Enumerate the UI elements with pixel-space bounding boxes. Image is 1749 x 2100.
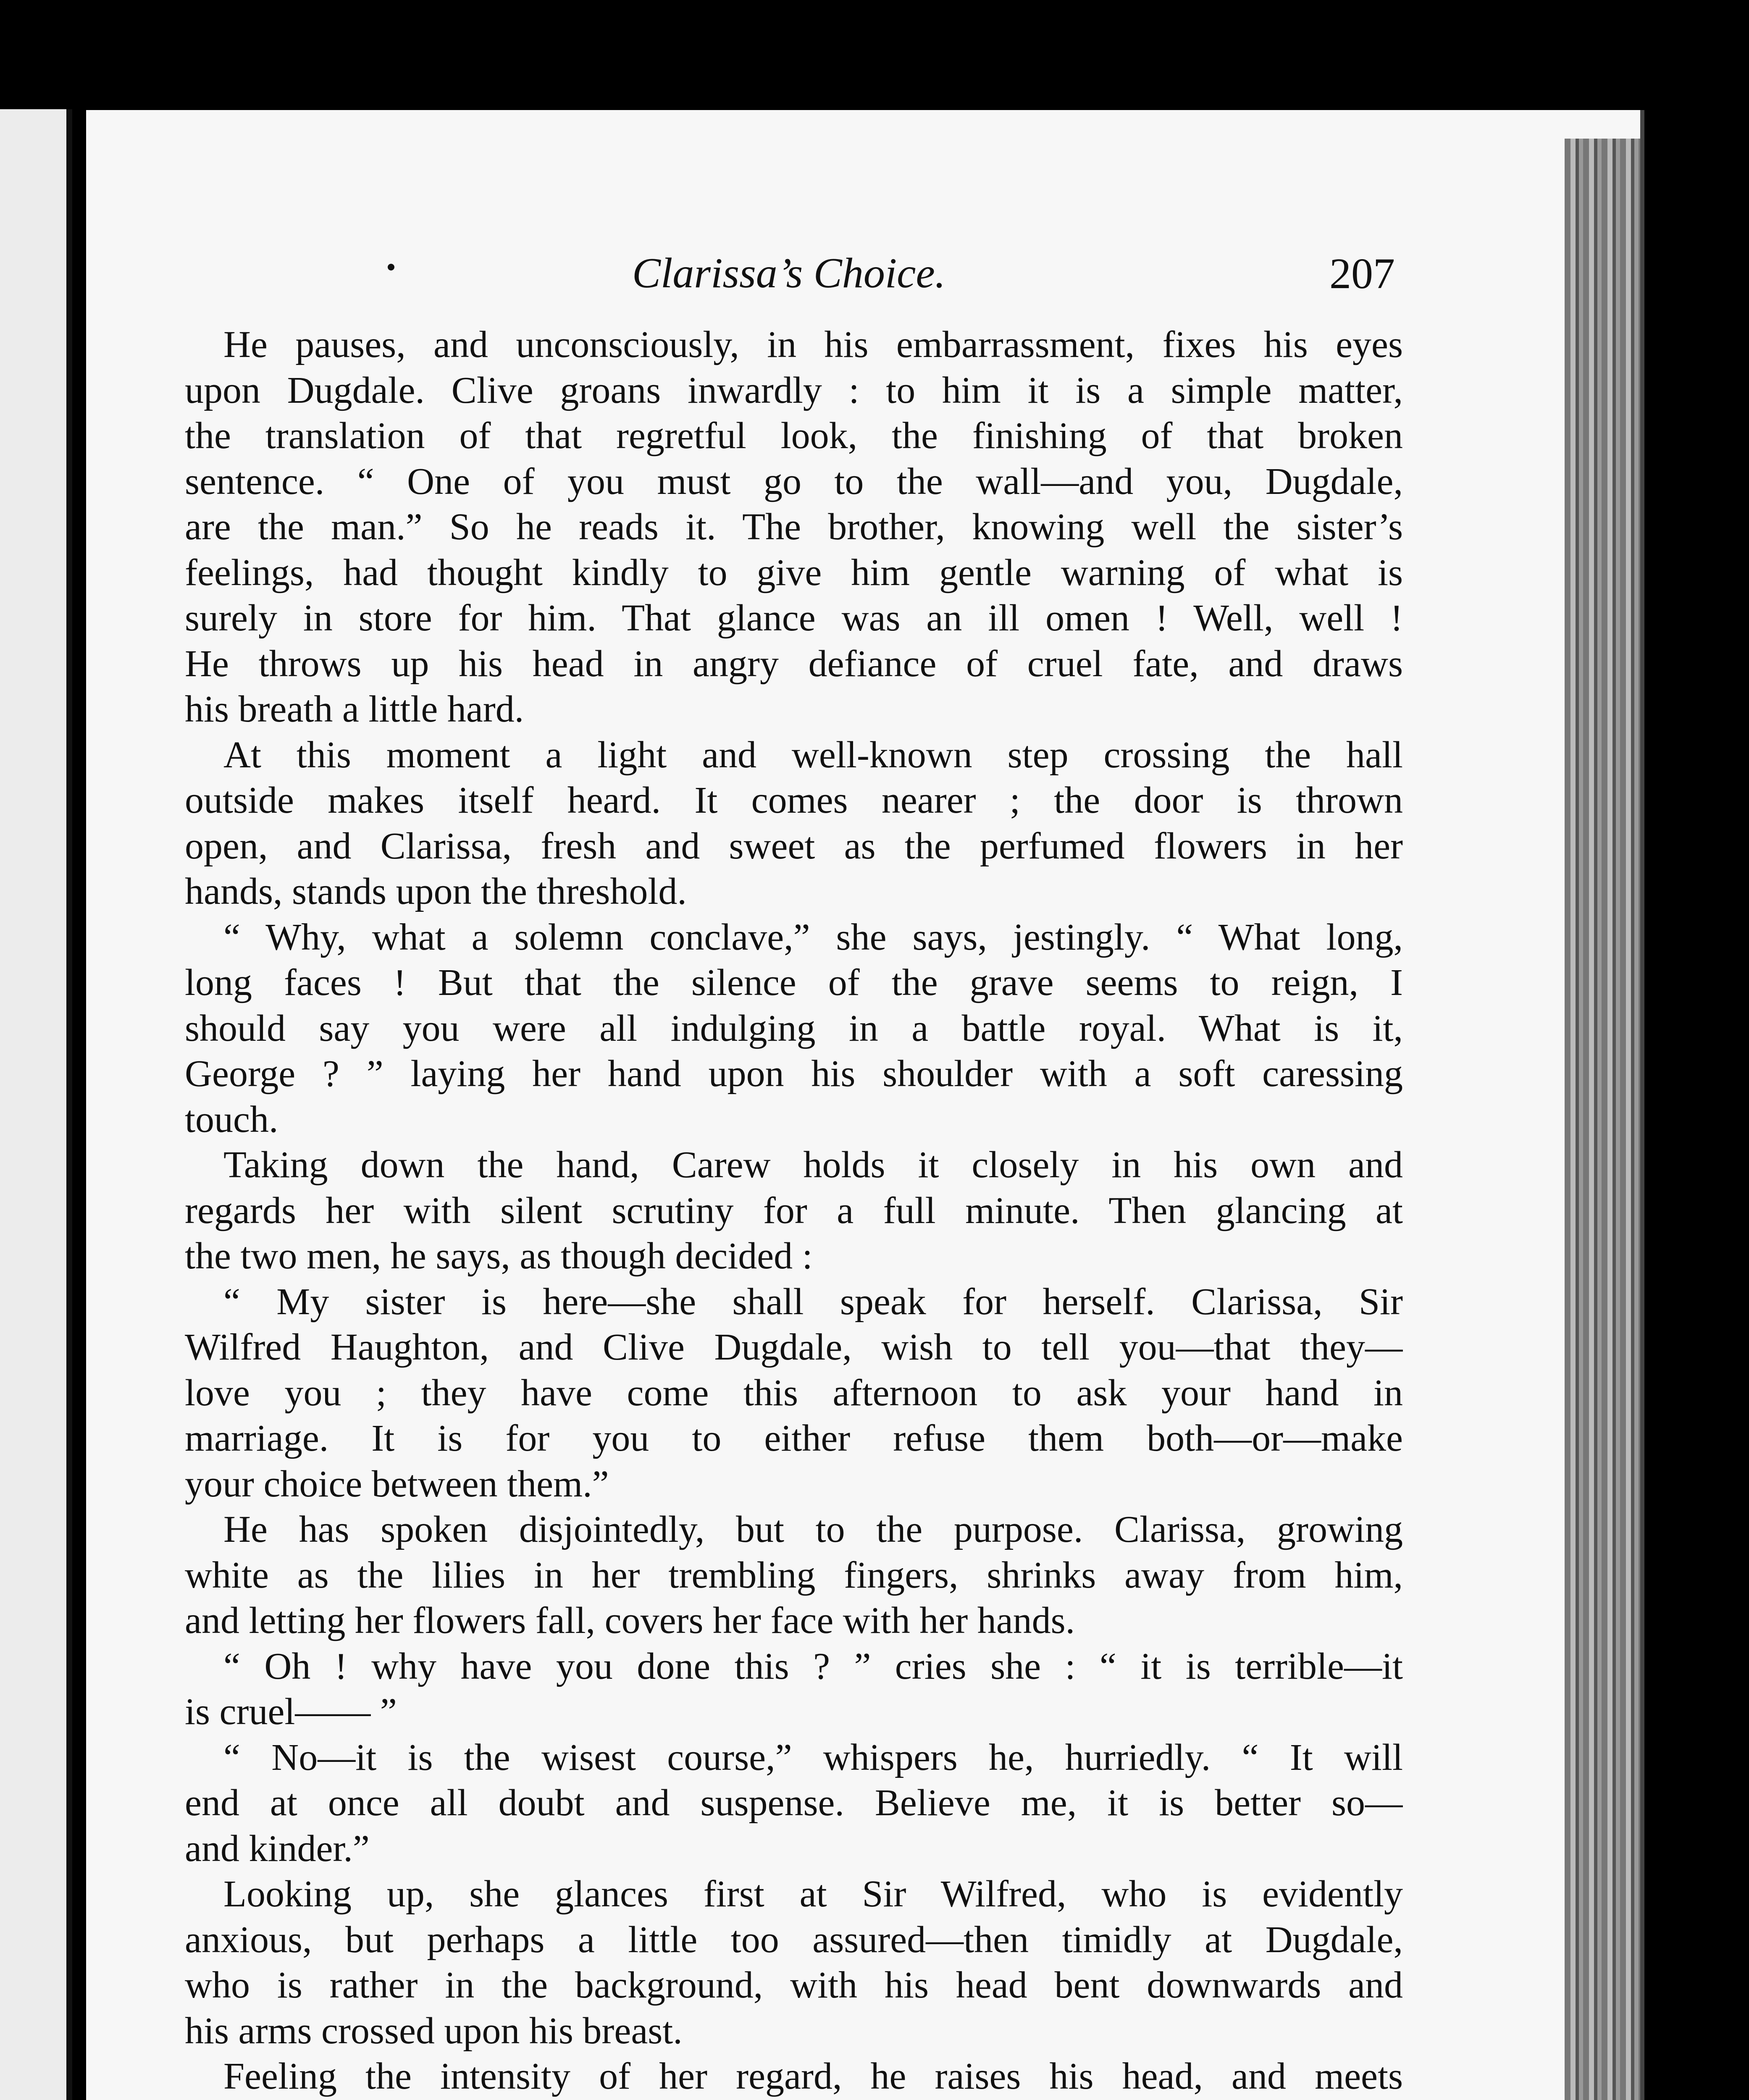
text-line: white as the lilies in her trembling fingers, shrinks away from him,	[185, 1554, 1403, 1596]
page-stack-edge	[1565, 139, 1640, 2100]
text-line: At this moment a light and well-known step crossing the hall	[223, 734, 1403, 776]
text-line: outside makes itself heard. It comes nearer ; the door is thrown	[185, 780, 1403, 821]
text-line: the translation of that regretful look, the finishing of that broken	[185, 415, 1403, 457]
page-number: 207	[1329, 249, 1395, 298]
book-page	[86, 110, 1644, 2100]
text-line: marriage. It is for you to either refuse them both—or—make	[185, 1418, 1403, 1459]
printer-dot	[388, 264, 394, 270]
text-line: his arms crossed upon his breast.	[185, 2010, 683, 2052]
text-line: He has spoken disjointedly, but to the purpose. Clarissa, growing	[223, 1509, 1403, 1550]
text-line: long faces ! But that the silence of the grave seems to reign, I	[185, 962, 1403, 1003]
text-line: upon Dugdale. Clive groans inwardly : to him it is a simple matter,	[185, 369, 1403, 411]
text-line: regards her with silent scrutiny for a full minute. Then glancing at	[185, 1189, 1403, 1231]
text-line: sentence. “ One of you must go to the wall—and you, Dugdale,	[185, 460, 1403, 502]
running-head	[86, 249, 1640, 316]
facing-page-edge	[0, 109, 72, 2100]
text-line: the two men, he says, as though decided :	[185, 1235, 813, 1277]
text-line: Looking up, she glances first at Sir Wilfred, who is evidently	[223, 1873, 1403, 1915]
text-line: love you ; they have come this afternoon to ask your hand in	[185, 1372, 1403, 1414]
text-line: end at once all doubt and suspense. Believe me, it is better so—	[185, 1782, 1403, 1824]
text-line: Wilfred Haughton, and Clive Dugdale, wish to tell you—that they—	[185, 1326, 1403, 1368]
text-line: and kinder.”	[185, 1827, 370, 1869]
text-line: “ Why, what a solemn conclave,” she says, jestingly. “ What long,	[223, 916, 1403, 958]
text-line: surely in store for him. That glance was an ill omen ! Well, well !	[185, 597, 1403, 639]
text-line: should say you were all indulging in a battle royal. What is it,	[185, 1007, 1403, 1049]
text-line: feelings, had thought kindly to give him gentle warning of what is	[185, 551, 1403, 593]
text-line: and letting her flowers fall, covers her face with her hands.	[185, 1600, 1075, 1641]
body-text	[185, 322, 1403, 2100]
text-line: Taking down the hand, Carew holds it closely in his own and	[223, 1144, 1403, 1186]
text-line: are the man.” So he reads it. The brother, knowing well the sister’s	[185, 506, 1403, 548]
text-line: “ My sister is here—she shall speak for herself. Clarissa, Sir	[223, 1281, 1403, 1323]
text-line: He throws up his head in angry defiance of cruel fate, and draws	[185, 643, 1403, 685]
text-line: hands, stands upon the threshold.	[185, 871, 687, 912]
text-line: George ? ” laying her hand upon his shoulder with a soft caressing	[185, 1053, 1403, 1095]
chapter-title: Clarissa’s Choice.	[632, 249, 946, 297]
text-line: is cruel—— ”	[185, 1691, 397, 1732]
text-line: “ Oh ! why have you done this ? ” cries she : “ it is terrible—it	[223, 1645, 1403, 1687]
text-line: your choice between them.”	[185, 1463, 609, 1505]
text-line: open, and Clarissa, fresh and sweet as the perfumed flowers in her	[185, 825, 1403, 867]
text-line: touch.	[185, 1098, 278, 1140]
text-line: who is rather in the background, with his head bent downwards and	[185, 1964, 1403, 2006]
text-line: Feeling the intensity of her regard, he raises his head, and meets	[223, 2055, 1403, 2097]
text-line: his breath a little hard.	[185, 688, 524, 730]
text-line: He pauses, and unconsciously, in his embarrassment, fixes his eyes	[223, 324, 1403, 365]
text-line: “ No—it is the wisest course,” whispers he, hurriedly. “ It will	[223, 1736, 1403, 1778]
text-line: anxious, but perhaps a little too assured—then timidly at Dugdale,	[185, 1919, 1403, 1961]
